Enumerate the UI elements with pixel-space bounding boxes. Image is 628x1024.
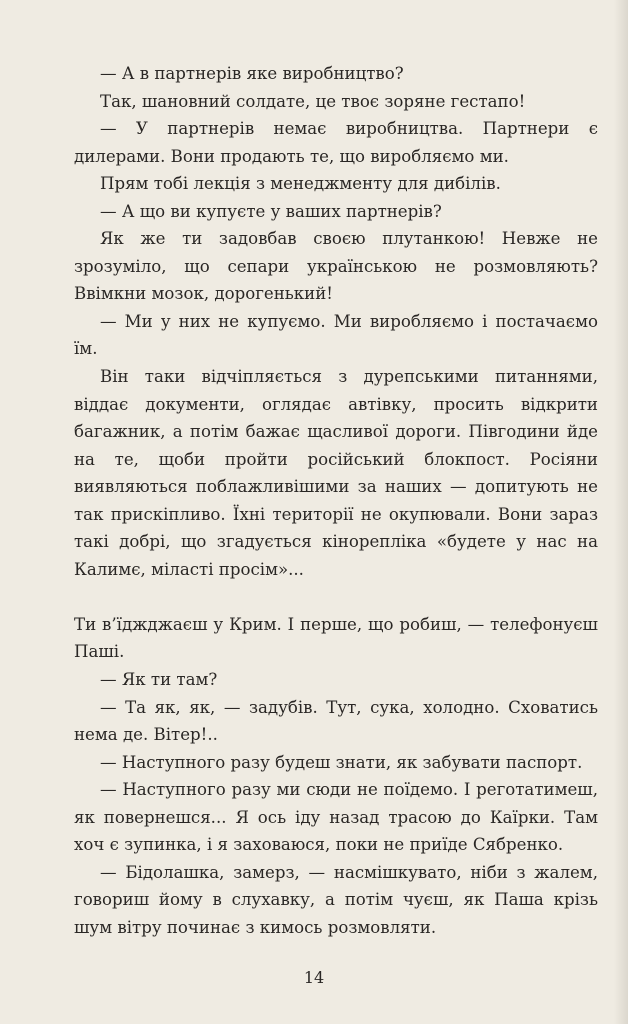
paragraph: Як же ти задовбав своєю плутанкою! Невже не зрозуміло, що сепари українською не розмовляють? Ввімкни мозок, дорогенький! (74, 229, 598, 304)
paragraph: — Наступного разу ми сюди не поїдемо. І реготатимеш, як повернешся... Я ось іду назад трасою до Каїрки. Там хоч є зупинка, і я заховаюся, поки не приїде Сябренко. (74, 780, 598, 855)
paragraph: Прям тобі лекція з менеджменту для дибілів. (100, 174, 501, 194)
paragraph: — Як ти там? (100, 670, 218, 690)
section-break (74, 583, 598, 611)
page-edge-shadow (614, 0, 628, 1024)
paragraph: — Наступного разу будеш знати, як забувати паспорт. (100, 752, 583, 772)
paragraph: — Бідолашка, замерз, — насмішкувато, ніби з жалем, говориш йому в слухавку, а потім чуєш, як Паша крізь шум вітру починає з кимось розмовляти. (74, 862, 598, 937)
paragraph: — У партнерів немає виробництва. Партнери є дилерами. Вони продають те, що виробляємо ми. (74, 119, 598, 166)
body-text (74, 60, 598, 942)
page-number: 14 (303, 968, 325, 987)
paragraph: — А в партнерів яке виробництво? (100, 64, 404, 83)
paragraph: Ти в’їджджаєш у Крим. І перше, що робиш, — телефонуєш Паші. (74, 614, 598, 662)
paragraph: — Та як, як, — задубів. Тут, сука, холодно. Сховатись нема де. Вітер!.. (74, 697, 598, 745)
paragraph: Він таки відчіпляється з дурепськими питаннями, віддає документи, оглядає автівку, просить відкрити багажник, а потім бажає щасливої дороги. Півгодини йде на те, щоби пройти російський блокпост. Росіяни виявляються поблажливішими за наших — допитують не так прискіпливо. Їхні території не окупювали. Вони зараз такі добрі, що згадується кінорепліка «будете у нас на Калимє, міласті просім»... (74, 367, 598, 579)
paragraph: — А що ви купуєте у ваших партнерів? (100, 201, 442, 221)
paragraph: Так, шановний солдате, це твоє зоряне гестапо! (100, 91, 526, 111)
paragraph: — Ми у них не купуємо. Ми виробляємо і постачаємо їм. (74, 311, 598, 359)
